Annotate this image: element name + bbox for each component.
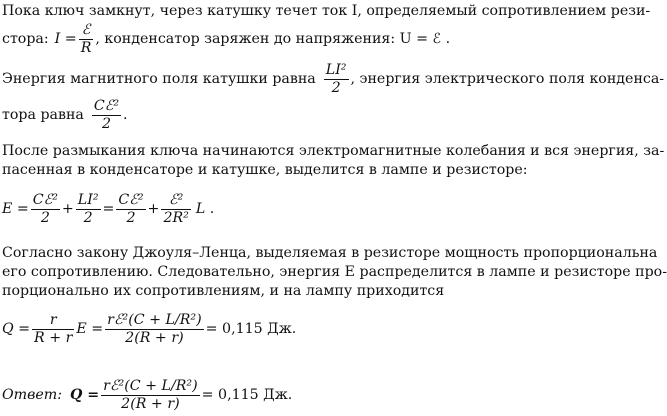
energy-term-3 xyxy=(116,192,145,227)
answer-fraction xyxy=(101,378,199,413)
lamp-energy-equation xyxy=(2,312,296,347)
p1-line2-start: стора: xyxy=(2,31,49,47)
current-fraction-num: ℰ xyxy=(79,22,94,40)
energy-plus-1: + xyxy=(61,201,74,217)
energy-term-3-num: Cℰ² xyxy=(118,192,144,208)
lamp-eq-lhs: Q = xyxy=(2,321,31,337)
p2-line1-start: Энергия магнитного поля катушки равна xyxy=(2,71,316,87)
electric-energy-num: Cℰ² xyxy=(93,98,120,114)
energy-equals: = xyxy=(102,201,115,217)
energy-plus-2: + xyxy=(147,201,160,217)
magnetic-energy-den: 2 xyxy=(331,80,341,96)
energy-term-1 xyxy=(31,192,60,227)
answer-fraction-den: 2(R + r) xyxy=(121,396,180,412)
p3-line1: После размыкания ключа начинаются электромагнитные колебания и вся энергия, за- xyxy=(2,143,665,159)
energy-eq-tail: L . xyxy=(195,201,215,217)
answer-label: Ответ: xyxy=(2,387,62,403)
answer-lhs: Q = xyxy=(69,387,100,403)
energy-equation xyxy=(2,192,214,227)
electric-energy-den: 2 xyxy=(101,116,111,132)
energy-term-4 xyxy=(161,192,190,227)
p1-line2-end: , конденсатор заряжен до напряжения: U = ℰ . xyxy=(95,31,451,47)
energy-term-4-den: 2R² xyxy=(163,210,189,226)
energy-term-2-num: LI² xyxy=(77,192,99,208)
current-fraction xyxy=(79,22,94,57)
energy-term-3-den: 2 xyxy=(126,210,136,226)
lamp-eq-mid: E = xyxy=(76,321,104,337)
energy-eq-lhs: E = xyxy=(2,201,29,217)
lamp-energy-fraction xyxy=(105,312,203,347)
lamp-ratio-fraction xyxy=(32,312,74,347)
energy-term-2-den: 2 xyxy=(83,210,93,226)
lamp-energy-num: rℰ²(C + L/R²) xyxy=(107,312,202,328)
energy-term-1-num: Cℰ² xyxy=(32,192,58,208)
p4-line3: порционально их сопротивлениям, и на лампу приходится xyxy=(2,283,445,299)
magnetic-energy-fraction xyxy=(324,62,349,97)
magnetic-energy-num: LI² xyxy=(325,62,347,78)
p2-line2-start: тора равна xyxy=(2,107,84,123)
p2-line2-end: . xyxy=(123,107,128,123)
answer-fraction-num: rℰ²(C + L/R²) xyxy=(103,378,198,394)
energy-term-4-num: ℰ² xyxy=(161,192,190,210)
lamp-ratio-num: r xyxy=(32,312,74,330)
p1-line1: Пока ключ замкнут, через катушку течет ток I, определяемый сопротивлением рези- xyxy=(2,3,651,19)
p2-line1-end: , энергия электрического поля конденса- xyxy=(350,71,665,87)
lamp-energy-result: = 0,115 Дж. xyxy=(205,321,297,337)
p4-line2: его сопротивлению. Следовательно, энергия E распределится в лампе и резисторе про- xyxy=(2,264,667,280)
p4-line1: Согласно закону Джоуля–Ленца, выделяемая в резисторе мощность пропорциональна xyxy=(2,245,658,261)
p2-line1 xyxy=(2,62,664,97)
answer-line xyxy=(2,378,292,413)
p3-line2: пасенная в конденсаторе и катушке, выделится в лампе и резисторе: xyxy=(2,162,528,178)
current-eq-lhs: I = xyxy=(54,31,77,47)
p2-line2 xyxy=(2,98,128,133)
energy-term-1-den: 2 xyxy=(40,210,50,226)
lamp-energy-den: 2(R + r) xyxy=(125,330,184,346)
current-fraction-den: R xyxy=(80,40,92,56)
answer-result: = 0,115 Дж. xyxy=(201,387,293,403)
electric-energy-fraction xyxy=(92,98,121,133)
energy-term-2 xyxy=(76,192,101,227)
lamp-ratio-den: R + r xyxy=(34,330,73,346)
p1-line2 xyxy=(2,22,450,57)
